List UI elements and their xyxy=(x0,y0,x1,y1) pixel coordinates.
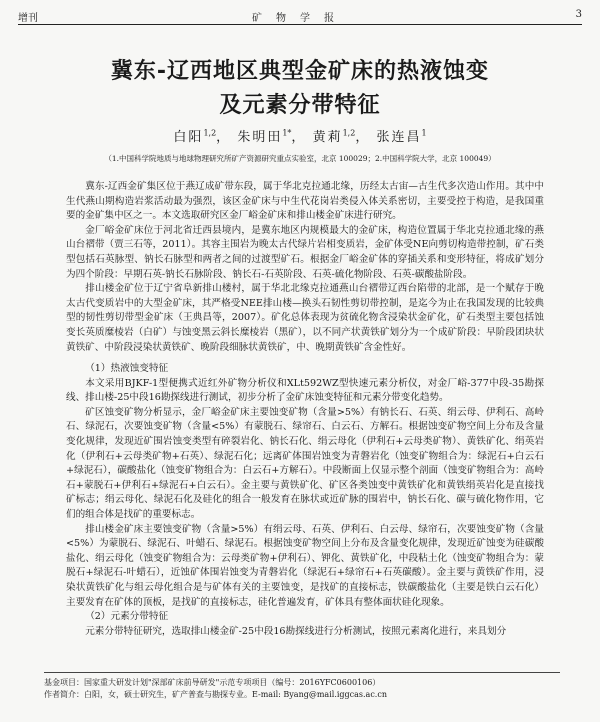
running-header xyxy=(18,8,582,25)
paragraph-intro: 冀东-辽西金矿集区位于燕辽成矿带东段，属于华北克拉通北缘，历经太古宙—古生代多次造山作用。其中中生代燕山期构造岩浆活动最为强烈，该区金矿床与中生代花岗岩类侵入体关系密切，主要受控于构造，是我国重要的金矿集中区之一。本文选取研究区金厂峪金矿床和排山楼金矿床进行研究。 xyxy=(66,181,544,222)
affiliation: （1.中国科学院地质与地球物理研究所矿产资源研究重点实验室，北京 100029；2.中国科学院大学，北京 100049） xyxy=(104,154,496,163)
paragraph-jinchangyu: 金厂峪金矿床位于河北省迁西县境内，是冀东地区内规模最大的金矿床，构造位置属于华北克拉通北缘的燕山台褶带（贾三石等，2011）。其容主围岩为晚太古代绿片岩相变质岩，金矿体受NE向剪切构造带控制，矿石类型包括石英脉型、钠长石脉型和两者之间的过渡型矿石。根据金厂峪金矿体的穿插关系和变形特征，将成矿划分为四个阶段：早期石英-钠长石脉阶段、钠长石-石英阶段、石英-硫化物阶段、石英-碳酸盐阶段。 xyxy=(66,224,544,280)
header-page-number: 3 xyxy=(575,9,582,20)
author-list: 白阳$^{1,2}$， 朱明田$^{1*}$， 黄莉$^{1,2}$， 张连昌$^1$ xyxy=(173,128,427,145)
footnote-author-bio: 作者简介：白阳，女，硕士研究生，矿产普查与勘探专业。E-mail: Byang@mail.iggcas.ac.cn xyxy=(44,690,387,699)
author-affil-mark: 1* xyxy=(282,128,292,138)
section-heading-alteration: （1）热液蚀变特征 xyxy=(85,363,169,374)
author-name: 黄莉 xyxy=(312,130,343,145)
author-affil-mark: 1,2 xyxy=(203,128,217,138)
author-name: 白阳 xyxy=(173,130,204,145)
footnote-funding: 基金项目：国家重大研发计划"深部矿床前导研发"示范专项项目（编号：2016YFC0600106） xyxy=(44,678,381,687)
header-journal: 矿物学报 xyxy=(252,13,348,24)
paragraph-method: 本文采用BJKF-1型便携式近红外矿物分析仪和XLt592WZ型快速元素分析仪，对金厂峪-377中段-35勘探线、排山楼-25中段16勘探线进行测试，初步分析了金矿床蚀变特征和元素分带变化趋势。 xyxy=(66,377,544,404)
author-affil-mark: 1 xyxy=(421,128,427,138)
author-name: 张连昌 xyxy=(376,130,422,145)
author-affil-mark: 1,2 xyxy=(342,128,356,138)
paragraph-paishanlou-alteration: 排山楼金矿床主要蚀变矿物（含量>5%）有绢云母、石英、伊利石、白云母、绿帘石，次要蚀变矿物（含量<5%）为蒙脱石、绿泥石、叶蜡石、绿泥石。根据蚀变矿物空间上分布及含量变化规律，发现近矿蚀变为硅碳酸盐化、绢云母化（蚀变矿物组合为：云母类矿物+伊利石）、钾化、黄铁矿化，中段粘土化（蚀变矿物组合为：蒙脱石+绿泥石-叶蜡石），近蚀矿体围岩蚀变为青磐岩化（绿泥石+绿帘石+石英碳酸）。金主要与黄铁矿作用，浸染状黄铁矿化与组云母化组合是与矿体有关的主要蚀变，是找矿的直接标志，铁碳酸盐化（主要是铁白云石化）主要发育在矿体的顶板，是找矿的直接标志，硅化普遍发育，矿体具有整体面状硅化现象。 xyxy=(66,523,544,608)
paragraph-jinchangyu-alteration: 矿区蚀变矿物分析显示，金厂峪金矿床主要蚀变矿物（含量>5%）有钠长石、石英、绢云母、伊利石、高岭石、绿泥石，次要蚀变矿物（含量<5%）有蒙脱石、绿帘石、白云石、方解石。根据蚀变矿物空间上分布及含量变化规律，发现近矿围岩蚀变类型有碎裂岩化、钠长石化、绢云母化（伊利石+云母类矿物）、黄铁矿化、绢英岩化（伊利石+云母类矿物+石英）、绿泥石化；远离矿体围岩蚀变为青磐岩化（蚀变矿物组合为：绿泥石+白云石+绿泥石），碳酸盐化（蚀变矿物组合为：白云石+方解石）。中段断面上仅显示整个剖面（蚀变矿物组合为：高岭石+蒙脱石+伊利石+绿泥石+白云石）。金主要与黄铁矿化、矿区各类蚀变中黄铁矿化和黄铁绢英岩化是直接找矿标志；绢云母化、绿泥石化及硅化的组合一般发育在脉状或近矿脉的围岩中，钠长石化、碳与硫化物作用，它们的组合体是找矿的重要标志。 xyxy=(66,406,544,520)
body-block-1 xyxy=(66,180,544,355)
section-heading-zoning: （2）元素分带特征 xyxy=(85,611,169,623)
paragraph-paishanlou: 排山楼金矿位于辽宁省阜新排山楼村，属于华北北缘克拉通燕山台褶带辽西台陷带的北部，是一个赋存于晚太古代变质岩中的大型金矿床，其严格受NEE排山楼—换头石韧性剪切带控制，是迄今为止在我国发现的比较典型的韧性剪切带型金矿床（王典昌等，2007）。矿化总体表现为贫硫化物含浸染状金矿化，矿石类型主要包括蚀变长英质糜棱岩（白矿）与蚀变黑云斜长糜棱岩（黑矿），以不同产状黄铁矿划分为一个成矿阶段：早阶段团块状黄铁矿、中阶段浸染状黄铁矿、晚阶段细脉状黄铁矿，中、晚期黄铁矿含金性好。 xyxy=(66,283,544,353)
paragraph-zoning: 元素分带特征研究，选取排山楼金矿-25中段16勘探线进行分析测试，按照元素离化进行，来具划分 xyxy=(85,625,507,637)
author-name: 朱明田 xyxy=(237,130,283,145)
paper-title-line-1: 冀东-辽西地区典型金矿床的热液蚀变 xyxy=(110,59,490,84)
footnotes xyxy=(44,672,560,701)
paper-title-line-2: 及元素分带特征 xyxy=(219,93,381,118)
body-block-2 xyxy=(66,362,544,639)
header-issue: 增刊 xyxy=(18,13,38,24)
